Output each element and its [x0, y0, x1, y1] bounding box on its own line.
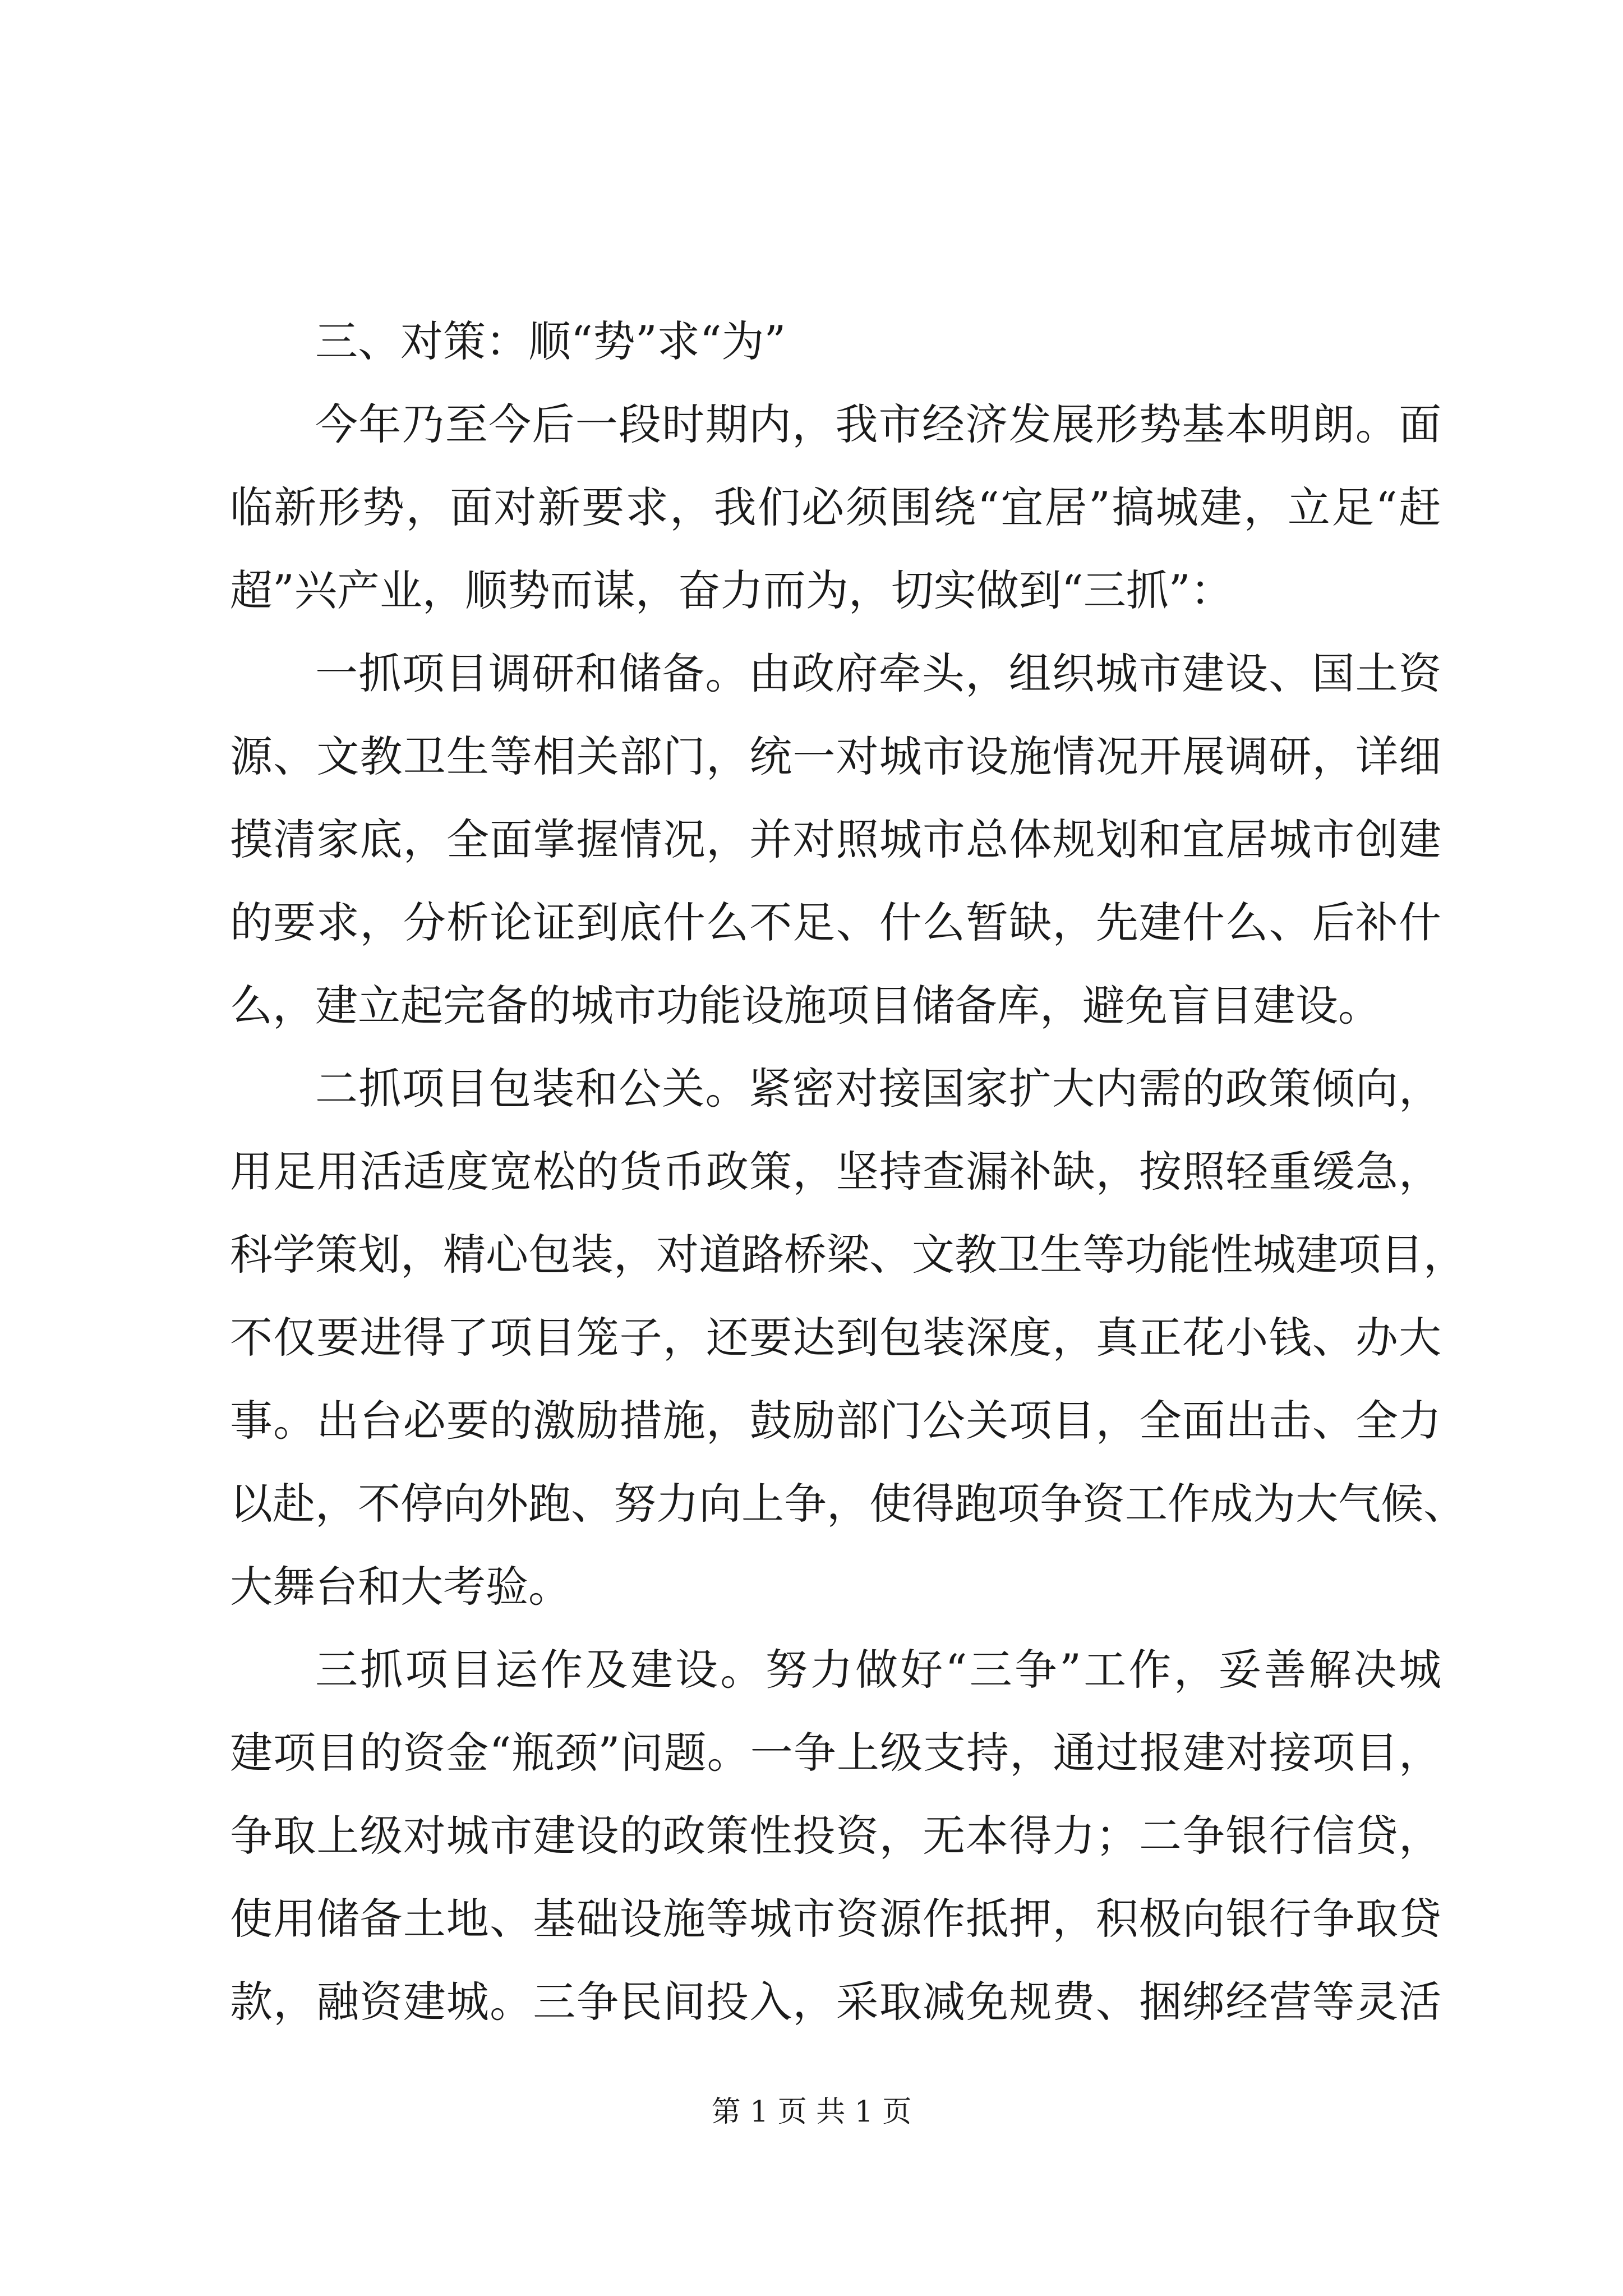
paragraph-line: 建项目的资金“瓶颈”问题。一争上级支持，通过报建对接项目， — [230, 1728, 1441, 1778]
paragraph-line: 争取上级对城市建设的政策性投资，无本得力；二争银行信贷， — [230, 1811, 1441, 1861]
section-heading: 三、对策：顺“势”求“为” — [315, 316, 786, 366]
paragraph-line: 大舞台和大考验。 — [230, 1562, 571, 1612]
paragraph-line: 源、文教卫生等相关部门，统一对城市设施情况开展调研，详细 — [230, 731, 1441, 781]
paragraph-line: 使用储备土地、基础设施等城市资源作抵押，积极向银行争取贷 — [230, 1894, 1441, 1944]
paragraph-line: 今年乃至今后一段时期内，我市经济发展形势基本明朗。面 — [315, 399, 1441, 449]
paragraph-line: 一抓项目调研和储备。由政府牵头，组织城市建设、国土资 — [315, 648, 1441, 698]
paragraph-line: 不仅要进得了项目笼子，还要达到包装深度，真正花小钱、办大 — [230, 1313, 1441, 1363]
paragraph-line: 临新形势，面对新要求，我们必须围绕“宜居”搞城建，立足“赶 — [230, 482, 1441, 532]
page-footer: 第 1 页 共 1 页 — [711, 2095, 912, 2129]
paragraph-line: 三抓项目运作及建设。努力做好“三争”工作，妥善解决城 — [315, 1645, 1441, 1695]
paragraph-line: 以赴，不停向外跑、努力向上争，使得跑项争资工作成为大气候、 — [230, 1479, 1466, 1529]
paragraph-line: 摸清家底，全面掌握情况，并对照城市总体规划和宜居城市创建 — [230, 815, 1441, 864]
paragraph-line: 款，融资建城。三争民间投入，采取减免规费、捆绑经营等灵活 — [230, 1977, 1441, 2027]
paragraph-line: 么，建立起完备的城市功能设施项目储备库，避免盲目建设。 — [230, 981, 1381, 1030]
paragraph-line: 二抓项目包装和公关。紧密对接国家扩大内需的政策倾向， — [315, 1064, 1441, 1114]
paragraph-line: 用足用活适度宽松的货币政策，坚持查漏补缺，按照轻重缓急， — [230, 1147, 1441, 1197]
paragraph-line: 事。出台必要的激励措施，鼓励部门公关项目，全面出击、全力 — [230, 1396, 1441, 1446]
paragraph-line: 的要求，分析论证到底什么不足、什么暂缺，先建什么、后补什 — [230, 898, 1441, 947]
paragraph-line: 科学策划，精心包装，对道路桥梁、文教卫生等功能性城建项目， — [230, 1230, 1466, 1280]
body-text — [230, 300, 1466, 2044]
paragraph-line: 超”兴产业，顺势而谋，奋力而为，切实做到“三抓”： — [230, 565, 1233, 615]
